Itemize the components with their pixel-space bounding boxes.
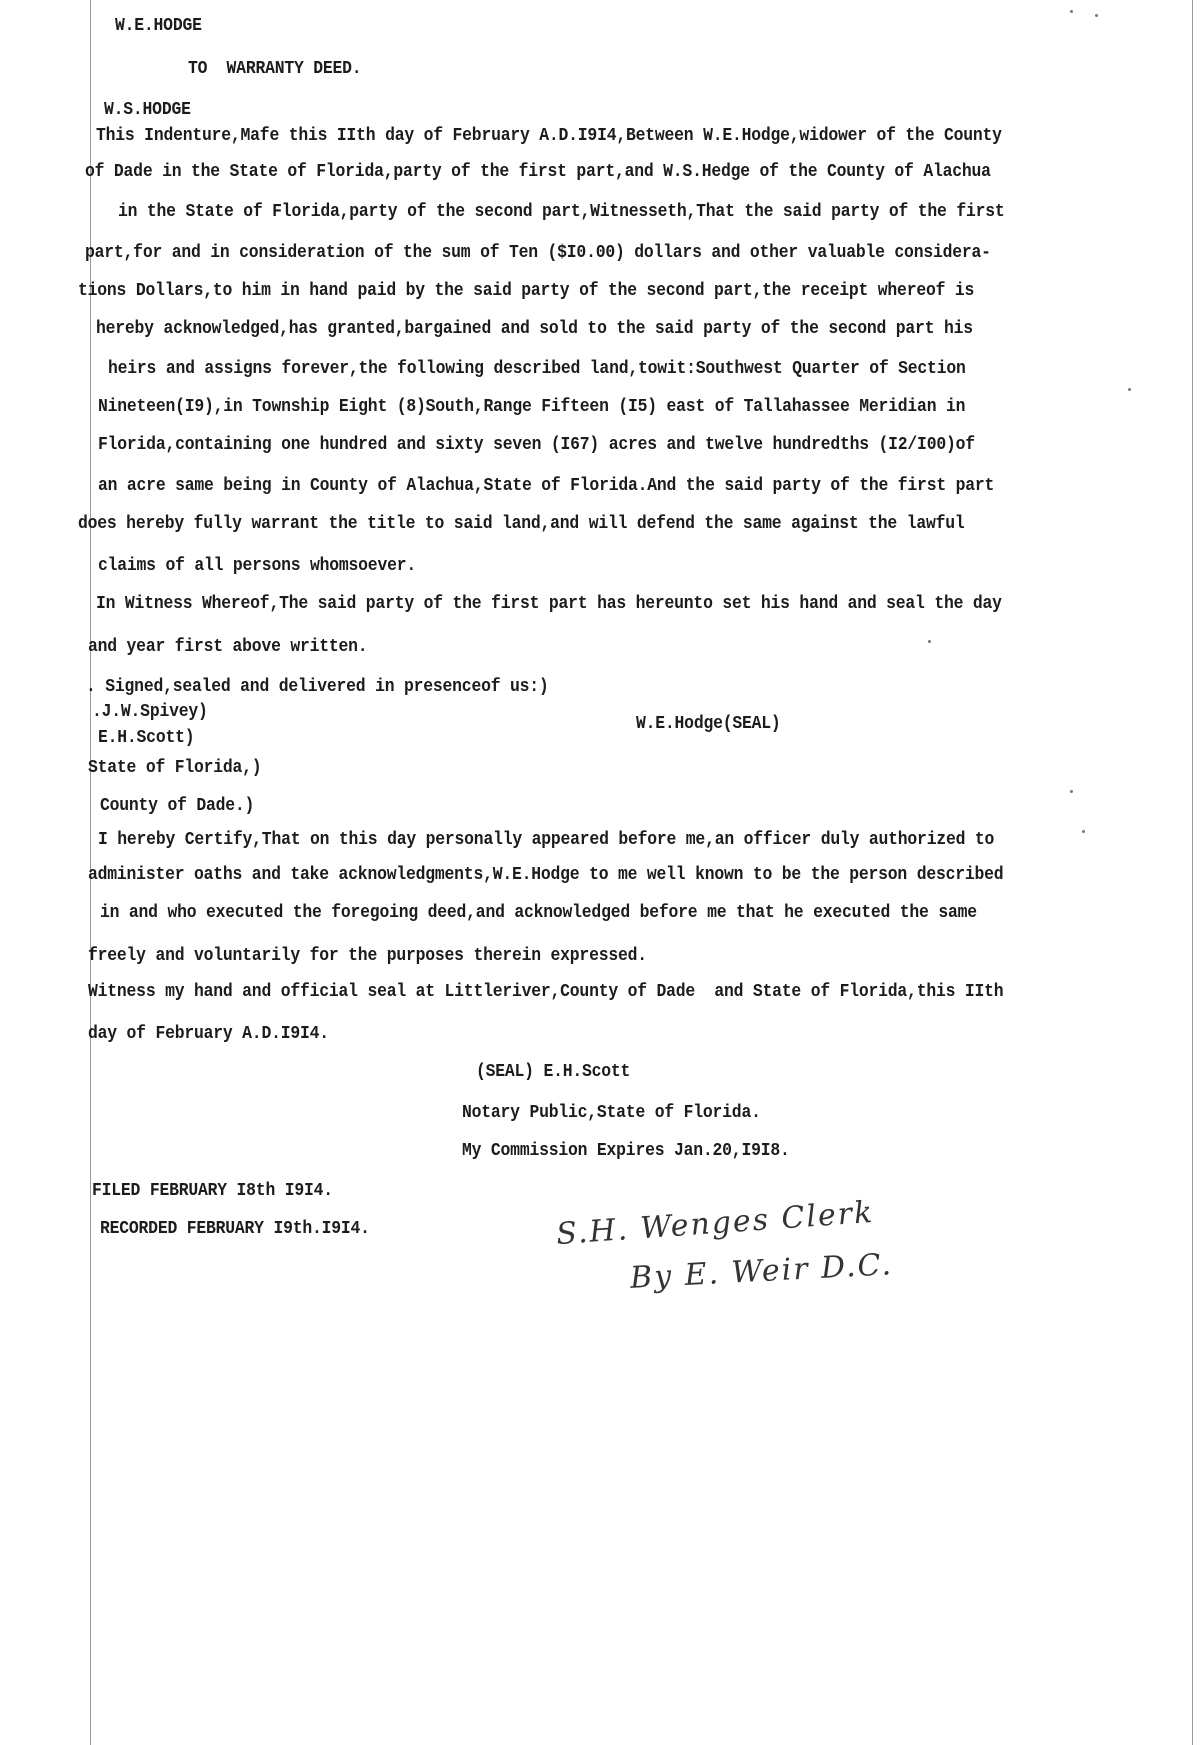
certificate-line: in and who executed the foregoing deed,and acknowledged before me that he executed the same (100, 901, 977, 923)
clerk-signature: S.H. Wenges Clerk (555, 1194, 876, 1253)
body-line: an acre same being in County of Alachua,State of Florida.And the said party of the first part (98, 474, 995, 496)
witness-scott: E.H.Scott) (98, 726, 195, 748)
body-line: Nineteen(I9),in Township Eight (8)South,Range Fifteen (I5) east of Tallahassee Meridian in (98, 395, 966, 417)
scan-speck (1082, 830, 1085, 833)
deputy-clerk-signature: By E. Weir D.C. (629, 1247, 894, 1296)
body-line: heirs and assigns forever,the following described land,towit:Southwest Quarter of Section (108, 357, 966, 379)
body-line: part,for and in consideration of the sum of Ten ($I0.00) dollars and other valuable considera- (85, 241, 991, 263)
witness-spivey: .J.W.Spivey) (92, 700, 208, 722)
certificate-line: freely and voluntarily for the purposes therein expressed. (88, 944, 647, 966)
right-edge-line (1192, 0, 1193, 1745)
certificate-line: day of February A.D.I9I4. (88, 1022, 329, 1044)
body-line: claims of all persons whomsoever. (98, 554, 416, 576)
notary-seal-name: (SEAL) E.H.Scott (476, 1060, 631, 1082)
certificate-line: administer oaths and take acknowledgments,W.E.Hodge to me well known to be the person described (88, 863, 1004, 885)
filed-date: FILED FEBRUARY I8th I9I4. (92, 1179, 333, 1201)
certificate-line: Witness my hand and official seal at Littleriver,County of Dade and State of Florida,this IIth (88, 980, 1004, 1002)
grantor-signature: W.E.Hodge(SEAL) (636, 712, 781, 734)
notary-title: Notary Public,State of Florida. (462, 1101, 761, 1123)
recorded-date: RECORDED FEBRUARY I9th.I9I4. (100, 1217, 370, 1239)
scan-speck (1128, 388, 1131, 391)
notary-commission: My Commission Expires Jan.20,I9I8. (462, 1139, 790, 1161)
signed-sealed-line: . Signed,sealed and delivered in presenceof us:) (86, 675, 549, 697)
scan-speck (1070, 790, 1073, 793)
body-line: This Indenture,Mafe this IIth day of February A.D.I9I4,Between W.E.Hodge,widower of the County (96, 124, 1002, 146)
certificate-line: I hereby Certify,That on this day personally appeared before me,an officer duly authorized to (98, 828, 995, 850)
grantor-heading: W.E.HODGE (115, 14, 202, 36)
grantee-heading: W.S.HODGE (104, 98, 191, 120)
scan-speck (928, 640, 931, 643)
body-line: and year first above written. (88, 635, 368, 657)
venue-county: County of Dade.) (100, 794, 255, 816)
deed-title: TO WARRANTY DEED. (188, 57, 362, 79)
body-line: in the State of Florida,party of the second part,Witnesseth,That the said party of the first (118, 200, 1005, 222)
body-line: of Dade in the State of Florida,party of the first part,and W.S.Hedge of the County of Alachua (85, 160, 991, 182)
scan-speck (1070, 10, 1073, 13)
venue-state: State of Florida,) (88, 756, 262, 778)
body-line: tions Dollars,to him in hand paid by the said party of the second part,the receipt whereof is (78, 279, 975, 301)
body-line: In Witness Whereof,The said party of the first part has hereunto set his hand and seal the day (96, 592, 1002, 614)
body-line: hereby acknowledged,has granted,bargained and sold to the said party of the second part his (96, 317, 973, 339)
body-line: Florida,containing one hundred and sixty seven (I67) acres and twelve hundredths (I2/I00)of (98, 433, 975, 455)
scan-speck (1095, 14, 1098, 17)
body-line: does hereby fully warrant the title to said land,and will defend the same against the lawful (78, 512, 965, 534)
